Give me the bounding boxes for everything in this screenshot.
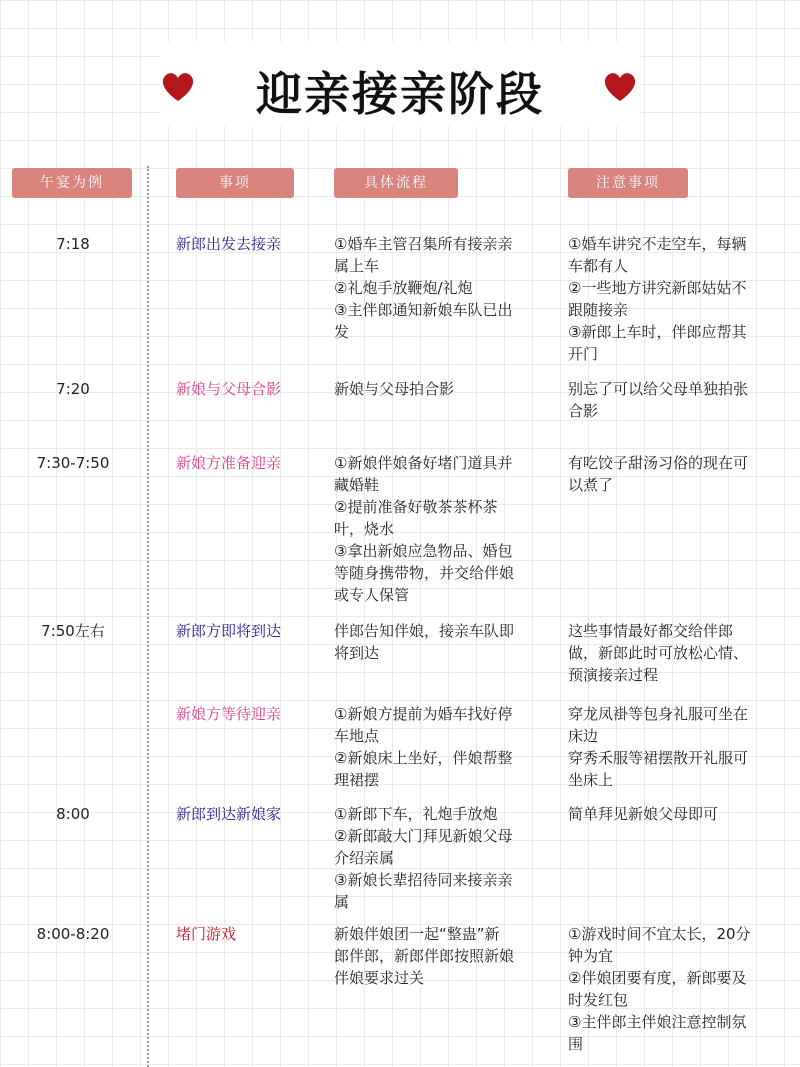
row-7-time: 8:00-8:20 <box>36 925 110 943</box>
row-6-item: 新郎到达新娘家 <box>176 805 282 823</box>
row-5-item: 新娘方等待迎亲 <box>176 705 282 723</box>
header-item: 事项 <box>176 168 294 198</box>
row-4-item: 新郎方即将到达 <box>176 622 282 640</box>
row-3-item: 新娘方准备迎亲 <box>176 454 282 472</box>
row-4-time: 7:50左右 <box>41 622 105 640</box>
row-1-notes: ①婚车讲究不走空车，每辆 车都有人 ②一些地方讲究新郎姑姑不 跟随接亲 ③新郎上车时，伴郎应帮其 开门 <box>568 235 747 363</box>
row-5-notes: 穿龙凤褂等包身礼服可坐在 床边 穿秀禾服等裙摆散开礼服可 坐床上 <box>568 705 749 789</box>
row-3-process: ①新娘伴娘备好堵门道具并 藏婚鞋 ②提前准备好敬茶茶杯茶 叶，烧水 ③拿出新娘应急物品、婚包 等随身携带物，并交给伴娘 或专人保管 <box>334 454 515 604</box>
header-time: 午宴为例 <box>12 168 132 198</box>
row-6-time: 8:00 <box>56 805 90 823</box>
row-2-time: 7:20 <box>56 380 90 398</box>
header-notes: 注意事项 <box>568 168 688 198</box>
row-4-process: 伴郎告知伴娘，接亲车队即 将到达 <box>334 622 515 662</box>
row-3-time: 7:30-7:50 <box>36 454 110 472</box>
row-2-notes: 别忘了可以给父母单独拍张 合影 <box>568 380 749 420</box>
row-1-process: ①婚车主管召集所有接亲亲 属上车 ②礼炮手放鞭炮/礼炮 ③主伴郎通知新娘车队已出 发 <box>334 235 513 341</box>
row-6-process: ①新郎下车，礼炮手放炮 ②新郎敲大门拜见新娘父母 介绍亲属 ③新娘长辈招待同来接亲亲 属 <box>334 805 513 911</box>
row-5-process: ①新娘方提前为婚车找好停 车地点 ②新娘床上坐好，伴娘帮整 理裙摆 <box>334 705 513 789</box>
heart-icon-right <box>600 66 640 106</box>
row-1-item: 新郎出发去接亲 <box>176 235 282 253</box>
row-6-notes: 简单拜见新娘父母即可 <box>568 805 719 823</box>
row-2-process: 新娘与父母拍合影 <box>334 380 455 398</box>
page-title: 迎亲接亲阶段 <box>256 67 544 121</box>
row-2-item: 新娘与父母合影 <box>176 380 282 398</box>
header-process: 具体流程 <box>334 168 458 198</box>
row-7-process: 新娘伴娘团一起“整蛊”新 郎伴郎，新郎伴郎按照新娘 伴娘要求过关 <box>334 925 515 987</box>
row-4-notes: 这些事情最好都交给伴郎 做，新郎此时可放松心情、 预演接亲过程 <box>568 622 749 684</box>
column-divider <box>147 166 149 1067</box>
row-7-item: 堵门游戏 <box>176 925 237 943</box>
row-1-time: 7:18 <box>56 235 90 253</box>
row-3-notes: 有吃饺子甜汤习俗的现在可 以煮了 <box>568 454 749 494</box>
row-7-notes: ①游戏时间不宜太长，20分 钟为宜 ②伴娘团要有度，新郎要及 时发红包 ③主伴郎主伴娘注意控制氛 围 <box>568 925 751 1053</box>
